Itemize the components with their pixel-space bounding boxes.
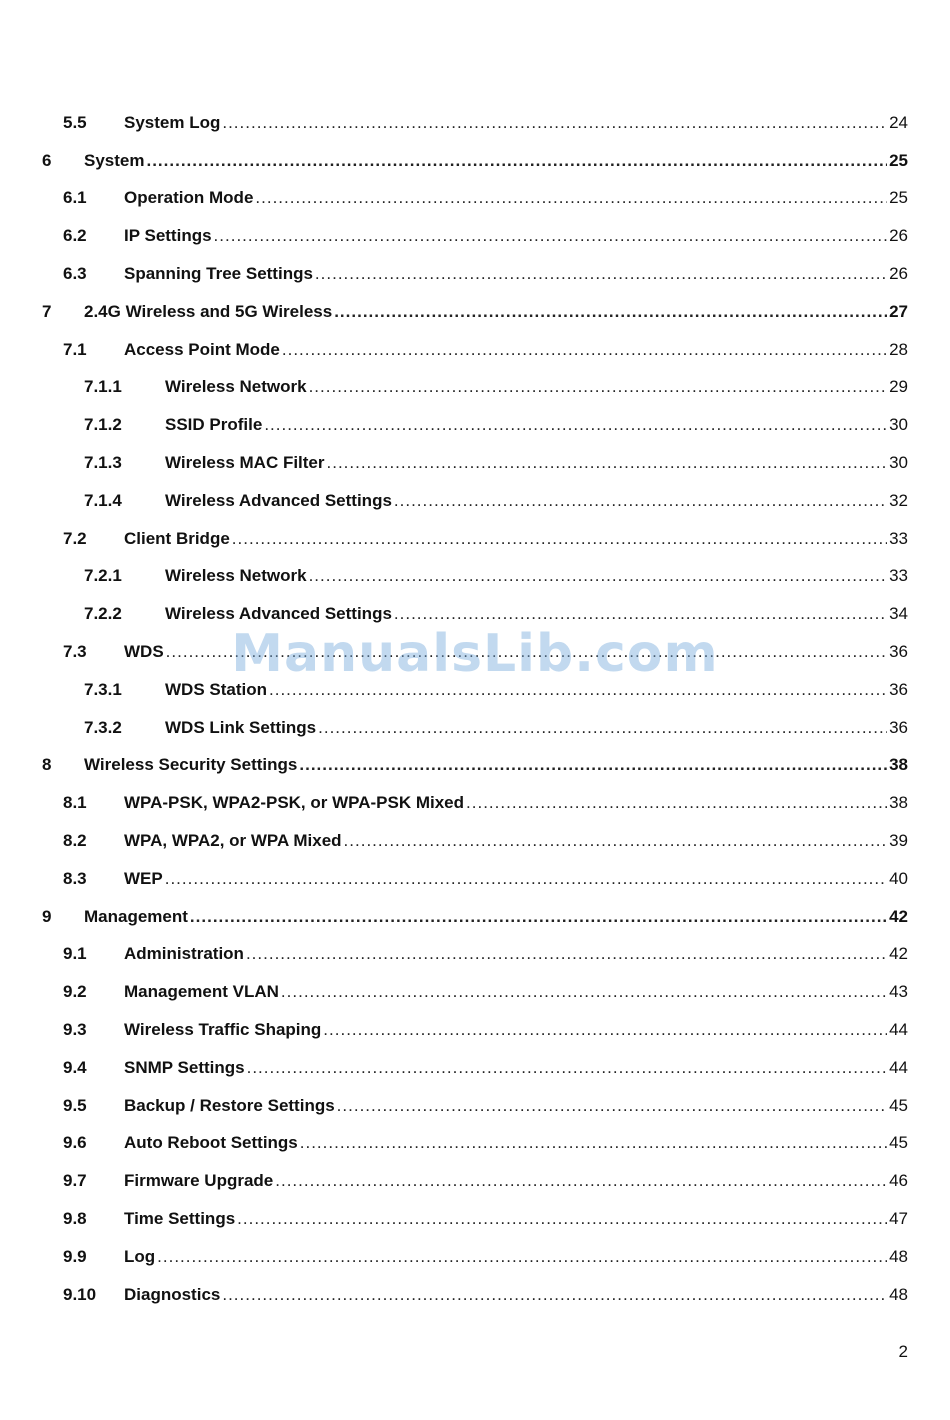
toc-entry-page[interactable]: 45 <box>889 1095 908 1115</box>
toc-entry-title[interactable]: WPA-PSK, WPA2-PSK, or WPA-PSK Mixed <box>124 793 465 813</box>
toc-entry-body <box>165 604 908 624</box>
toc-entry-title[interactable]: Wireless Network <box>165 377 307 397</box>
toc-entry-title[interactable]: Spanning Tree Settings <box>124 264 313 284</box>
toc-entry-number: 9.10 <box>63 1284 97 1304</box>
toc-entry-body <box>124 944 908 964</box>
toc-entry[interactable] <box>0 217 950 255</box>
toc-entry-body <box>124 1133 908 1153</box>
toc-entry-body <box>165 453 908 473</box>
toc-entry-title[interactable]: Diagnostics <box>124 1284 221 1304</box>
toc-entry-title[interactable]: IP Settings <box>124 226 212 246</box>
toc-dot-leader <box>344 831 888 851</box>
toc-entry-number: 6.3 <box>63 264 87 284</box>
toc-entry-title[interactable]: Client Bridge <box>124 528 230 548</box>
toc-entry[interactable] <box>0 104 950 142</box>
toc-entry-page[interactable]: 44 <box>889 1020 908 1040</box>
watermark: ManualsLib.com <box>231 624 719 684</box>
toc-entry-number: 7.2.1 <box>84 566 122 586</box>
toc-entry-body <box>124 1171 908 1191</box>
toc-entry[interactable] <box>0 898 950 936</box>
toc-entry-title[interactable]: Time Settings <box>124 1209 236 1228</box>
toc-entry-title[interactable]: WDS Link Settings <box>165 717 317 737</box>
toc-entry-number: 9.1 <box>63 944 87 964</box>
toc-entry[interactable] <box>0 671 950 709</box>
toc-dot-leader <box>214 226 888 246</box>
toc-entry-body <box>165 415 908 435</box>
toc-entry-title[interactable]: Wireless Advanced Settings <box>165 490 392 510</box>
toc-entry-body <box>84 151 908 171</box>
toc-entry-page[interactable]: 38 <box>889 793 908 813</box>
toc-entry-number: 8.3 <box>63 868 87 888</box>
toc-entry-title[interactable]: SSID Profile <box>165 415 263 435</box>
toc-dot-leader <box>264 415 887 435</box>
toc-entry-page[interactable]: 40 <box>889 868 908 888</box>
toc-entry[interactable] <box>0 482 950 520</box>
toc-dot-leader <box>299 755 887 775</box>
toc-entry-title[interactable]: Management VLAN <box>124 982 279 1002</box>
toc-entry-page[interactable]: 47 <box>889 1209 908 1228</box>
toc-entry-page[interactable]: 43 <box>889 982 908 1002</box>
toc-entry[interactable] <box>0 180 950 218</box>
toc-dot-leader <box>246 944 887 964</box>
toc-dot-leader <box>394 604 887 624</box>
toc-entry-title[interactable]: Wireless MAC Filter <box>165 453 325 473</box>
toc-entry-body <box>124 113 908 133</box>
toc-entry-page[interactable]: 25 <box>889 188 908 208</box>
toc-entry-page[interactable]: 36 <box>889 642 908 662</box>
page-number: 2 <box>898 1342 908 1361</box>
toc-entry-number: 9.5 <box>63 1095 87 1115</box>
toc-entry-body <box>124 1020 908 1040</box>
toc-entry-title[interactable]: System Log <box>124 112 221 132</box>
toc-dot-leader <box>255 188 887 208</box>
toc-entry-number: 9.9 <box>63 1246 87 1266</box>
toc-entry-number: 5.5 <box>63 112 87 132</box>
toc-entry-body <box>124 869 908 889</box>
toc-entry-number: 8.2 <box>63 831 87 851</box>
toc-entry-number: 7.1.4 <box>84 490 122 510</box>
toc-entry-body <box>124 1247 908 1267</box>
toc-entry-page[interactable]: 48 <box>889 1246 908 1266</box>
toc-dot-leader <box>309 566 888 586</box>
toc-dot-leader <box>337 1096 887 1116</box>
toc-entry[interactable] <box>0 255 950 293</box>
toc-entry[interactable] <box>0 444 950 482</box>
toc-dot-leader <box>300 1133 887 1153</box>
toc-entry-number: 7.1.3 <box>84 453 122 473</box>
toc-entry-number: 7.3.2 <box>84 717 122 737</box>
toc-entry[interactable] <box>0 406 950 444</box>
toc-entry-number: 9.3 <box>63 1020 87 1040</box>
toc-entry-title[interactable]: Administration <box>124 944 244 964</box>
toc-entry-page[interactable]: 26 <box>889 226 908 246</box>
toc-entry-title[interactable]: Access Point Mode <box>124 339 280 359</box>
toc-dot-leader <box>269 680 887 700</box>
toc-entry[interactable] <box>0 142 950 180</box>
toc-entry-number: 9.7 <box>63 1171 87 1191</box>
toc-entry-page[interactable]: 27 <box>889 301 908 321</box>
toc-entry-title[interactable]: Log <box>124 1246 156 1266</box>
toc-entry-number: 7.2.2 <box>84 604 122 624</box>
toc-entry-page[interactable]: 42 <box>889 944 908 964</box>
toc-entry-number: 7 <box>42 301 52 321</box>
toc-entry[interactable] <box>0 747 950 785</box>
toc-dot-leader <box>146 151 887 171</box>
toc-entry-body <box>124 188 908 208</box>
toc-entry-number: 9 <box>42 906 52 926</box>
toc-entry-body <box>84 907 908 927</box>
toc-entry-body <box>165 491 908 511</box>
toc-entry-page[interactable]: 28 <box>889 339 908 359</box>
toc-entry-number: 7.3 <box>63 642 87 662</box>
toc-entry-body <box>124 340 908 360</box>
toc-entry[interactable] <box>0 1238 950 1276</box>
toc-entry-title[interactable]: WDS Station <box>165 679 267 699</box>
toc-entry-number: 8.1 <box>63 793 87 813</box>
toc-entry[interactable] <box>0 1162 950 1200</box>
toc-entry-title[interactable]: Wireless Network <box>165 566 307 586</box>
toc-entry-number: 7.1.1 <box>84 377 122 397</box>
toc-entry-page[interactable]: 46 <box>889 1171 908 1191</box>
toc-entry[interactable] <box>0 709 950 747</box>
toc-dot-leader <box>157 1247 887 1267</box>
toc-entry-page[interactable]: 24 <box>889 112 908 132</box>
toc-entry-title[interactable]: Auto Reboot Settings <box>124 1133 298 1153</box>
toc-entry-body <box>124 982 908 1002</box>
toc-entry-body <box>124 831 908 851</box>
toc-entry[interactable] <box>0 293 950 331</box>
toc-dot-leader <box>222 113 887 133</box>
toc-entry[interactable] <box>0 784 950 822</box>
toc-entry-page[interactable]: 42 <box>889 906 908 926</box>
toc-entry-number: 7.1.2 <box>84 415 122 435</box>
toc-dot-leader <box>222 1285 887 1305</box>
toc-entry-body <box>165 566 908 586</box>
toc-entry[interactable] <box>0 822 950 860</box>
toc-entry-title[interactable]: Management <box>84 906 188 926</box>
toc-entry-page[interactable]: 33 <box>889 566 908 586</box>
toc-entry-title[interactable]: 2.4G Wireless and 5G Wireless <box>84 301 333 321</box>
toc-entry[interactable] <box>0 633 950 671</box>
toc-entry-body <box>124 793 908 813</box>
toc-entry-page[interactable]: 32 <box>889 490 908 510</box>
toc-dot-leader <box>315 264 887 284</box>
toc-entry[interactable] <box>0 1087 950 1125</box>
toc-entry-title[interactable]: WDS <box>124 642 164 662</box>
toc-dot-leader <box>190 907 887 927</box>
toc-entry-body <box>165 377 908 397</box>
toc-dot-leader <box>309 377 888 397</box>
toc-entry-number: 7.1 <box>63 339 87 359</box>
toc-entry-page[interactable]: 44 <box>889 1057 908 1077</box>
toc-entry-page[interactable]: 45 <box>889 1133 908 1153</box>
toc-entry[interactable] <box>0 1125 950 1163</box>
toc-entry-page[interactable]: 48 <box>889 1284 908 1304</box>
toc-entry-body <box>165 680 908 700</box>
toc-entry[interactable] <box>0 331 950 369</box>
toc-entry-page[interactable]: 30 <box>889 415 908 435</box>
toc-entry[interactable] <box>0 369 950 407</box>
toc-entry[interactable] <box>0 595 950 633</box>
toc-entry-title[interactable]: Operation Mode <box>124 188 254 208</box>
toc-entry-page[interactable]: 36 <box>889 717 908 737</box>
toc-entry-body <box>84 302 908 322</box>
toc-entry-page[interactable]: 25 <box>889 150 908 170</box>
toc-dot-leader <box>237 1209 887 1229</box>
toc-entry-page[interactable]: 30 <box>889 453 908 473</box>
toc-dot-leader <box>275 1171 887 1191</box>
toc-dot-leader <box>318 718 887 738</box>
toc-dot-leader <box>394 491 887 511</box>
toc-entry-title[interactable]: System <box>84 150 145 170</box>
toc-entry-body <box>165 718 908 738</box>
toc-entry-body <box>124 1058 908 1078</box>
toc-entry-page[interactable]: 26 <box>889 264 908 284</box>
toc-entry-number: 7.3.1 <box>84 679 122 699</box>
toc-entry[interactable] <box>0 973 950 1011</box>
toc-dot-leader <box>281 982 887 1002</box>
toc-entry-page[interactable]: 36 <box>889 679 908 699</box>
toc-entry-body <box>124 1285 908 1305</box>
toc-entry-number: 9.2 <box>63 982 87 1002</box>
toc-dot-leader <box>282 340 887 360</box>
toc-entry-number: 9.6 <box>63 1133 87 1153</box>
toc-entry-title[interactable]: WPA, WPA2, or WPA Mixed <box>124 831 342 851</box>
toc-entry-page[interactable]: 33 <box>889 528 908 548</box>
toc-entry[interactable] <box>0 1276 950 1314</box>
toc-entry-title[interactable]: Wireless Advanced Settings <box>165 604 392 624</box>
toc-entry-title[interactable]: Backup / Restore Settings <box>124 1095 335 1115</box>
toc-entry-number: 6 <box>42 150 52 170</box>
toc-dot-leader <box>165 869 887 889</box>
toc-entry-page[interactable]: 34 <box>889 604 908 624</box>
toc-entry-title[interactable]: Firmware Upgrade <box>124 1171 274 1191</box>
toc-entry-page[interactable]: 29 <box>889 377 908 397</box>
toc-entry-number: 6.2 <box>63 226 87 246</box>
toc-entry[interactable] <box>0 936 950 974</box>
table-of-contents <box>0 104 950 1314</box>
toc-entry-body <box>124 529 908 549</box>
toc-entry-body <box>124 1209 908 1229</box>
toc-dot-leader <box>323 1020 887 1040</box>
toc-dot-leader <box>466 793 887 813</box>
toc-entry-page[interactable]: 39 <box>889 831 908 851</box>
toc-entry-number: 9.8 <box>63 1209 87 1228</box>
toc-entry[interactable] <box>0 520 950 558</box>
toc-entry-title[interactable]: SNMP Settings <box>124 1057 245 1077</box>
toc-dot-leader <box>247 1058 887 1078</box>
toc-entry[interactable] <box>0 1200 950 1238</box>
toc-entry-page[interactable]: 38 <box>889 755 908 775</box>
toc-entry-number: 6.1 <box>63 188 87 208</box>
toc-entry[interactable] <box>0 558 950 596</box>
toc-dot-leader <box>166 642 887 662</box>
toc-entry-body <box>124 226 908 246</box>
toc-entry[interactable] <box>0 1049 950 1087</box>
toc-entry-number: 7.2 <box>63 528 87 548</box>
toc-dot-leader <box>334 302 887 322</box>
toc-entry[interactable] <box>0 1011 950 1049</box>
toc-entry-title[interactable]: Wireless Traffic Shaping <box>124 1020 322 1040</box>
toc-dot-leader <box>232 529 887 549</box>
toc-entry-body <box>84 755 908 775</box>
toc-entry-title[interactable]: Wireless Security Settings <box>84 755 298 775</box>
toc-dot-leader <box>327 453 888 473</box>
toc-entry-body <box>124 264 908 284</box>
toc-entry[interactable] <box>0 860 950 898</box>
toc-entry-title[interactable]: WEP <box>124 868 163 888</box>
toc-entry-body <box>124 1096 908 1116</box>
toc-entry-number: 9.4 <box>63 1057 87 1077</box>
toc-entry-body <box>124 642 908 662</box>
toc-entry-number: 8 <box>42 755 52 775</box>
